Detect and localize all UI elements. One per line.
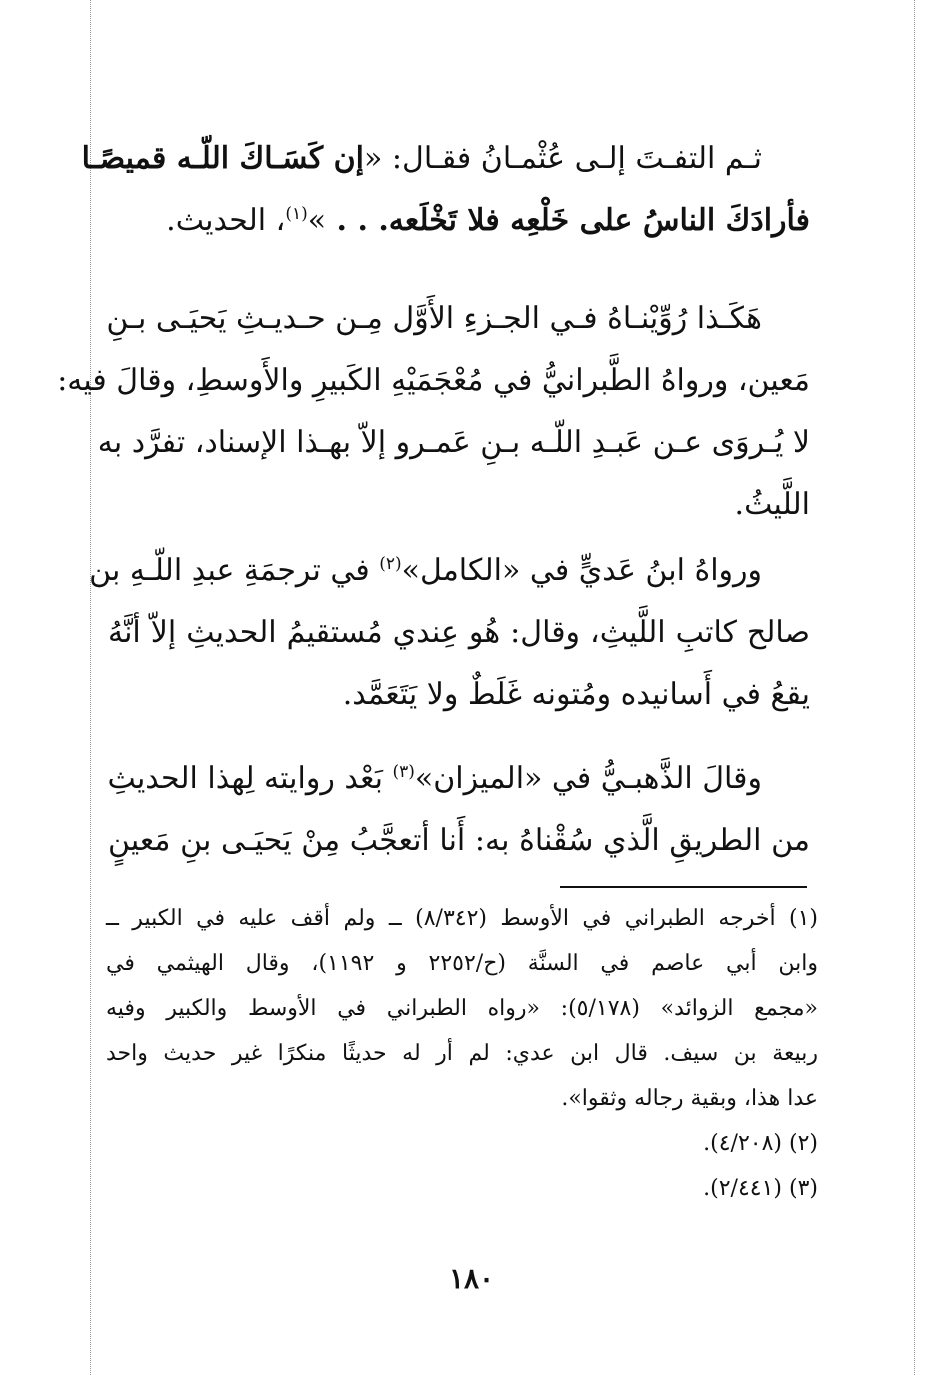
text-run: في ترجمَةِ عبدِ اللّـهِ بن [89,553,380,588]
right-margin-guide [914,0,915,1375]
footnote-separator [560,886,807,888]
paragraph-4 [108,748,810,872]
footnote-1-line-4: ربيعة بن سيف. قال ابن عدي: لم أر له حديثًا منكرًا غير حديث واحد [106,1041,818,1066]
footnotes [106,896,818,1211]
text-run: ورواهُ ابنُ عَديٍّ في «الكامل» [401,553,762,588]
footnote-1-line-2: وابن أبي عاصم في السنَّة (ح/٢٢٥٢ و ١١٩٢)، وقال الهيثمي في [106,951,818,976]
paragraph-1-line-1 [81,128,810,190]
footnote-3: (٣) (٢/٤٤١). [703,1176,818,1201]
paragraph-2-line-3: لا يُـروَى عـن عَبـدِ اللّـه بـنِ عَمـرو إلاّ بهـذا الإسناد، تفرَّد به [97,425,810,460]
footnote-1-line-3: «مجمع الزوائد» (٥/١٧٨): «رواه الطبراني في الأوسط والكبير وفيه [106,996,818,1021]
paragraph-2-line-4: اللَّيثُ. [734,487,810,522]
left-margin-guide [90,0,91,1375]
footnote-1-line-1: (١) أخرجه الطبراني في الأوسط (٨/٣٤٢) ــ ولم أقف عليه في الكبير ــ [106,906,819,931]
footnote-2: (٢) (٤/٢٠٨). [703,1131,818,1156]
footnote-ref-2: (٢) [379,554,402,574]
closing-quote: » [307,203,327,238]
paragraph-2-line-2: مَعين، ورواهُ الطَّبرانيُّ في مُعْجَمَيْهِ الكَبيرِ والأَوسطِ، وقالَ فيه: [57,363,810,398]
paragraph-3-line-2: صالح كاتبِ اللَّيثِ، وقال: هُو عِندي مُستقيمُ الحديثِ إلاّ أنَّهُ [108,615,810,650]
quoted-hadith-bold: إن كَسَـاكَ اللّـه قميصًـا [81,141,365,176]
paragraph-3-line-3: يقعُ في أَسانيده ومُتونه غَلَطٌ ولا يَتَعَمَّد. [342,677,810,712]
paragraph-1-line-2 [108,190,810,252]
footnote-1-line-5: عدا هذا، وبقية رجاله وثقوا». [561,1086,818,1111]
paragraph-4-line-2: من الطريقِ الَّذي سُقْناهُ به: أَنا أتعجَّبُ مِنْ يَحيَـى بنِ مَعينٍ [108,823,810,858]
text-run: ثـم التفـتَ إلـى عُثْمـانُ فقـال: « [364,141,762,176]
quoted-hadith-bold: فأرادَكَ الناسُ على خَلْعِه فلا تَخْلَعه. . . [326,203,810,238]
paragraph-2-line-1: هَكَـذا رُوِّيْنـاهُ فـي الجـزءِ الأَوَّل مِـن حـديـثِ يَحيَـى بـنِ [106,301,762,336]
text-run: وقالَ الذَّهبـيُّ في «الميزان» [414,761,762,796]
paragraph-1 [81,128,810,252]
text-run: ، الحديث. [166,203,286,238]
paragraph-3 [89,540,810,726]
paragraph-3-line-1 [89,540,810,602]
footnote-ref-1: (١) [285,204,308,224]
paragraph-2 [57,288,810,536]
text-run: بَعْد روايته لِهذا الحديثِ [107,761,393,796]
paragraph-4-line-1 [108,748,810,810]
footnote-ref-3: (٣) [392,762,415,782]
page-number: ١٨٠ [448,1262,495,1295]
